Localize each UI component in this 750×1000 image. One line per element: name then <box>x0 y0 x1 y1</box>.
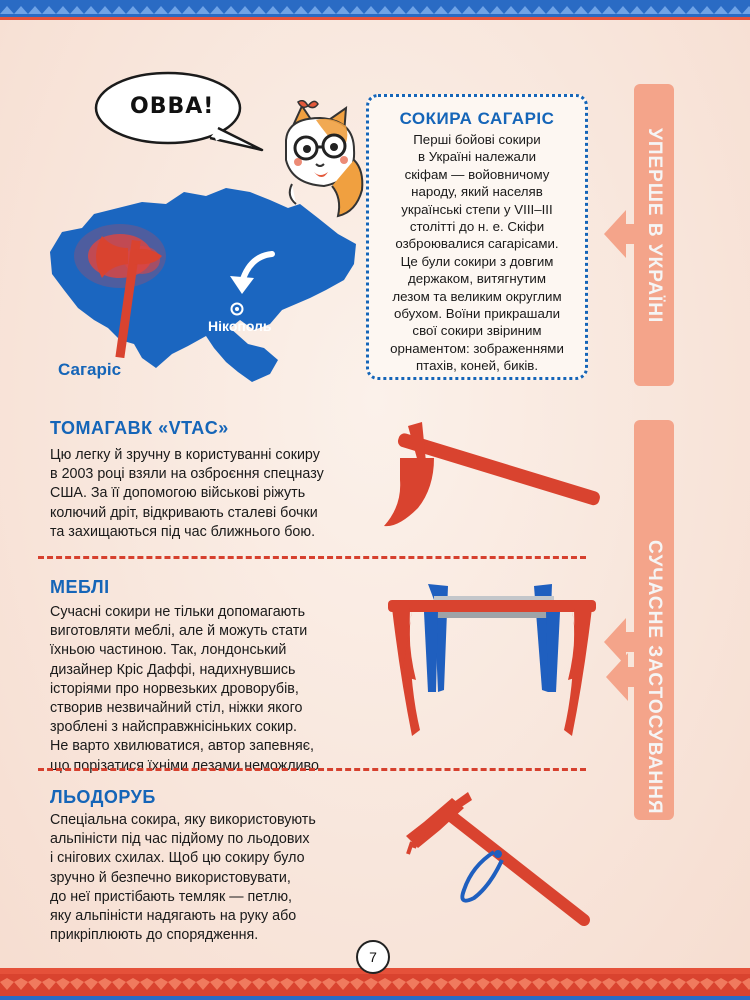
info-line: держаком, витягнутим <box>407 271 546 287</box>
info-line: в Україні належали <box>417 149 537 165</box>
info-line: птахів, коней, биків. <box>415 358 539 374</box>
furniture-title: МЕБЛІ <box>50 577 110 597</box>
page-number: 7 <box>356 940 390 974</box>
tomahawk-text <box>50 446 370 542</box>
section-line: альпіністи під час підйому по льодових <box>50 831 310 848</box>
section-line: історіями про норвезьких дроворубів, <box>50 680 299 697</box>
section-divider <box>38 768 586 771</box>
section-line: дизайнер Кріс Даффі, надихнувшись <box>50 661 296 678</box>
section-line: до неї пристібають темляк — петлю, <box>50 888 293 905</box>
info-line: озброювалися сагарісами. <box>395 236 559 252</box>
info-line: народу, який населяв <box>411 184 543 200</box>
section-line: Сучасні сокири не тільки допомагають <box>50 604 306 620</box>
section-line: їхньою частиною. Так, лондонський <box>50 642 287 659</box>
section-line: в 2003 році взяли на озброєння спецназу <box>50 466 324 483</box>
info-line: лезом та великим округлим <box>392 288 562 304</box>
modern-use-tab <box>600 420 682 820</box>
info-line: Перші бойові сокири <box>413 132 541 147</box>
section-line: колючий дріт, відкривають сталеві бочки <box>50 504 318 521</box>
section-line: США. За її допомогою військові ріжуть <box>50 485 306 502</box>
info-line: орнаментом: зображеннями <box>390 340 564 356</box>
axe-table <box>384 580 600 752</box>
speech-bubble-text: ОВВА! <box>130 94 215 119</box>
info-line: обухом. Воїни прикрашали <box>393 306 561 322</box>
section-line: Спеціальна сокира, яку використовують <box>50 812 316 828</box>
section-line: та захищаються під час ближнього бою. <box>50 523 316 540</box>
section-line: що порізатися їхніми лезами неможливо. <box>50 757 323 774</box>
section-line: зручно й безпечно використовувати, <box>50 869 291 886</box>
tomahawk-title: ТОМАГАВК «VTAC» <box>50 418 229 438</box>
ice-axe-text <box>50 811 370 945</box>
section-line: Не варто хвилюватися, автор запевняє, <box>50 738 315 755</box>
section-line: виготовляти меблі, але й можуть стати <box>50 623 308 640</box>
city-marker-icon <box>230 302 244 316</box>
sagaris-axe <box>84 226 174 358</box>
first-in-ukraine-tab <box>600 84 682 386</box>
furniture-text <box>50 603 370 776</box>
tomahawk-axe <box>378 418 606 542</box>
section-line: Цю легку й зручну в користуванні сокиру <box>50 447 320 463</box>
section-line: прикріплюють до спорядження. <box>50 927 259 944</box>
ice-axe-title: ЛЬОДОРУБ <box>50 787 156 807</box>
ice-axe <box>398 782 594 928</box>
info-box-text <box>379 131 575 375</box>
nikopol-label: Нікополь <box>208 318 272 334</box>
modern-use-label: СУЧАСНЕ ЗАСТОСУВАННЯ <box>644 540 665 815</box>
sagaris-info-box <box>366 94 588 380</box>
sagaris-label: Сагаріс <box>58 360 122 379</box>
arrow-left-icon <box>604 650 638 704</box>
section-line: яку альпіністи надягають на руку або <box>50 908 297 925</box>
section-divider <box>38 556 586 559</box>
curved-arrow-icon <box>222 248 278 302</box>
info-line: скіфам — войовничому <box>404 166 550 182</box>
info-line: свої сокири звіриним <box>412 323 542 339</box>
section-line: зроблені з найсправжнісіньких сокир. <box>50 719 298 736</box>
section-line: і снігових схилах. Щоб цю сокиру було <box>50 850 305 867</box>
info-line: Це були сокири з довгим <box>400 253 554 269</box>
first-in-ukraine-label: УПЕРШЕ В УКРАЇНІ <box>644 128 665 324</box>
info-line: українські степи у VIII–III <box>401 201 553 217</box>
top-decorative-band <box>0 0 750 20</box>
section-line: створив незвичайний стіл, ніжки якого <box>50 700 303 717</box>
info-box-title: СОКИРА САГАРІС <box>399 109 555 128</box>
info-line: столітті до н. е. Скіфи <box>409 219 545 235</box>
